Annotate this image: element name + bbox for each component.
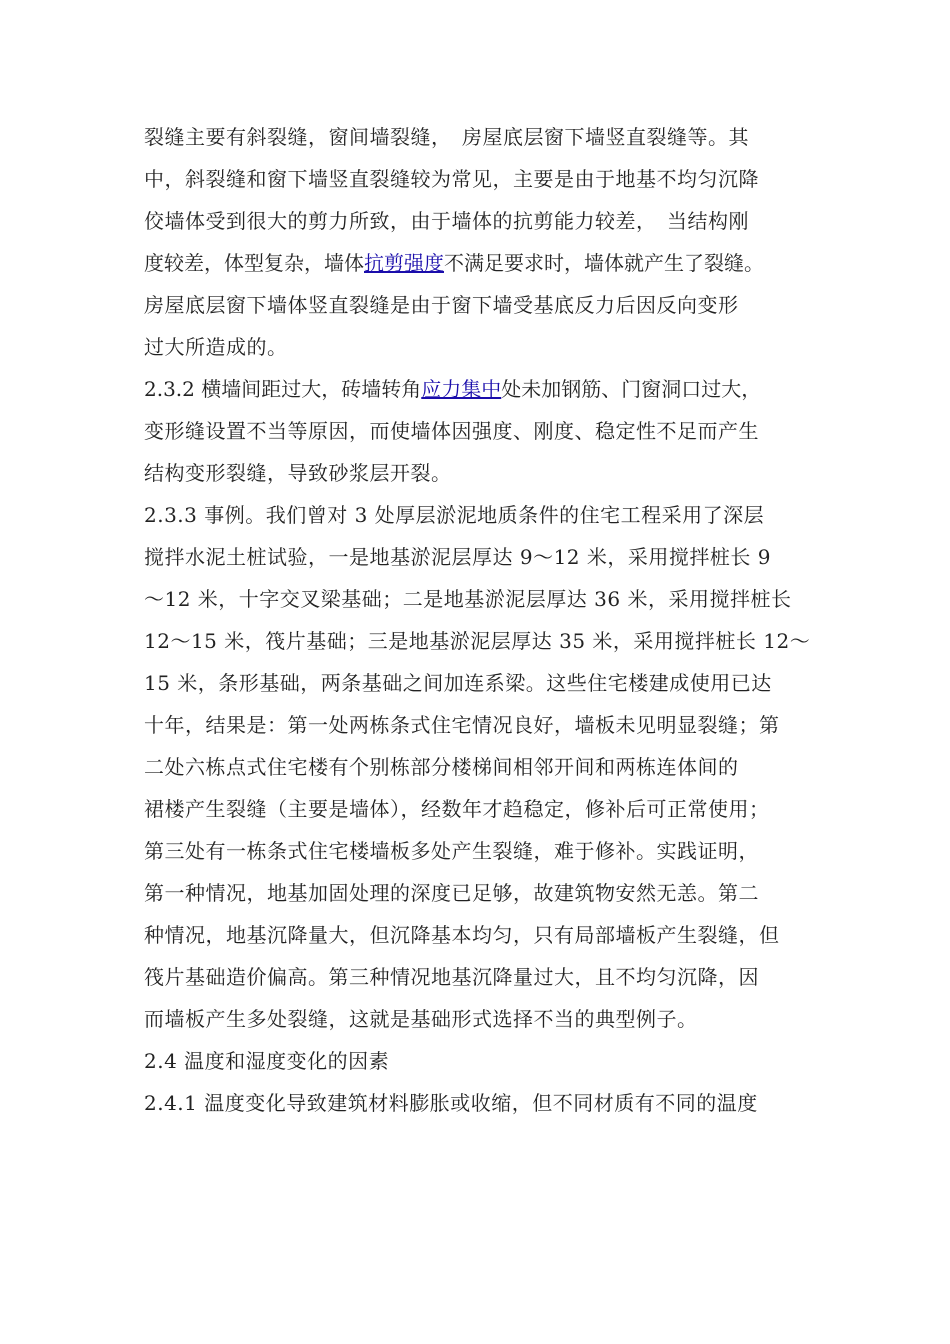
text-line-19: 第一种情况，地基加固处理的深度已足够，故建筑物安然无恙。第二: [144, 881, 759, 905]
text-line-2: 中，斜裂缝和窗下墙竖直裂缝较为常见，主要是由于地基不均匀沉降: [144, 167, 759, 191]
text-line-10: 2.3.3 事例。我们曾对 3 处厚层淤泥地质条件的住宅工程采用了深层: [144, 503, 765, 527]
text-line-8: 变形缝设置不当等原因，而使墙体因强度、刚度、稳定性不足而产生: [144, 419, 759, 443]
text-line-17: 裙楼产生裂缝（主要是墙体），经数年才趋稳定，修补后可正常使用；: [144, 797, 770, 821]
text-line-18: 第三处有一栋条式住宅楼墙板多处产生裂缝，难于修补。实践证明，: [144, 839, 759, 863]
text-line-14: 15 米，条形基础，两条基础之间加连系梁。这些住宅楼建成使用已达: [144, 671, 772, 695]
text-line-1: 裂缝主要有斜裂缝，窗间墙裂缝， 房屋底层窗下墙竖直裂缝等。其: [144, 125, 749, 149]
text-line-24: 2.4.1 温度变化导致建筑材料膨胀或收缩，但不同材质有不同的温度: [144, 1091, 758, 1115]
text-line-5: 房屋底层窗下墙体竖直裂缝是由于窗下墙受基底反力后因反向变形: [144, 293, 739, 317]
section-heading-2-4: 2.4 温度和湿度变化的因素: [144, 1049, 390, 1073]
text-line-13: 12～15 米，筏片基础；三是地基淤泥层厚达 35 米，采用搅拌桩长 12～: [144, 629, 811, 653]
document-body: [144, 116, 812, 1124]
text-line-9: 结构变形裂缝，导致砂浆层开裂。: [144, 461, 452, 485]
text-line-15: 十年，结果是：第一处两栋条式住宅情况良好，墙板未见明显裂缝；第: [144, 713, 780, 737]
text-line-4: 度较差，体型复杂，墙体抗剪强度不满足要求时，墙体就产生了裂缝。: [144, 251, 764, 275]
text-line-21: 筏片基础造价偏高。第三种情况地基沉降量过大，且不均匀沉降，因: [144, 965, 759, 989]
link-stress-concentration[interactable]: 应力集中: [421, 377, 502, 401]
link-shear-strength[interactable]: 抗剪强度: [364, 251, 444, 275]
text-line-12: ～12 米，十字交叉梁基础；二是地基淤泥层厚达 36 米，采用搅拌桩长: [144, 587, 792, 611]
text-line-22: 而墙板产生多处裂缝，这就是基础形式选择不当的典型例子。: [144, 1007, 698, 1031]
text-line-7: 2.3.2 横墙间距过大，砖墙转角应力集中处未加钢筋、门窗洞口过大，: [144, 377, 762, 401]
text-line-3: 佼墙体受到很大的剪力所致，由于墙体的抗剪能力较差， 当结构刚: [144, 209, 749, 233]
text-line-11: 搅拌水泥土桩试验，一是地基淤泥层厚达 9～12 米，采用搅拌桩长 9: [144, 545, 771, 569]
text-line-6: 过大所造成的。: [144, 335, 288, 359]
text-line-16: 二处六栋点式住宅楼有个别栋部分楼梯间相邻开间和两栋连体间的: [144, 755, 739, 779]
text-line-20: 种情况，地基沉降量大，但沉降基本均匀，只有局部墙板产生裂缝，但: [144, 923, 780, 947]
